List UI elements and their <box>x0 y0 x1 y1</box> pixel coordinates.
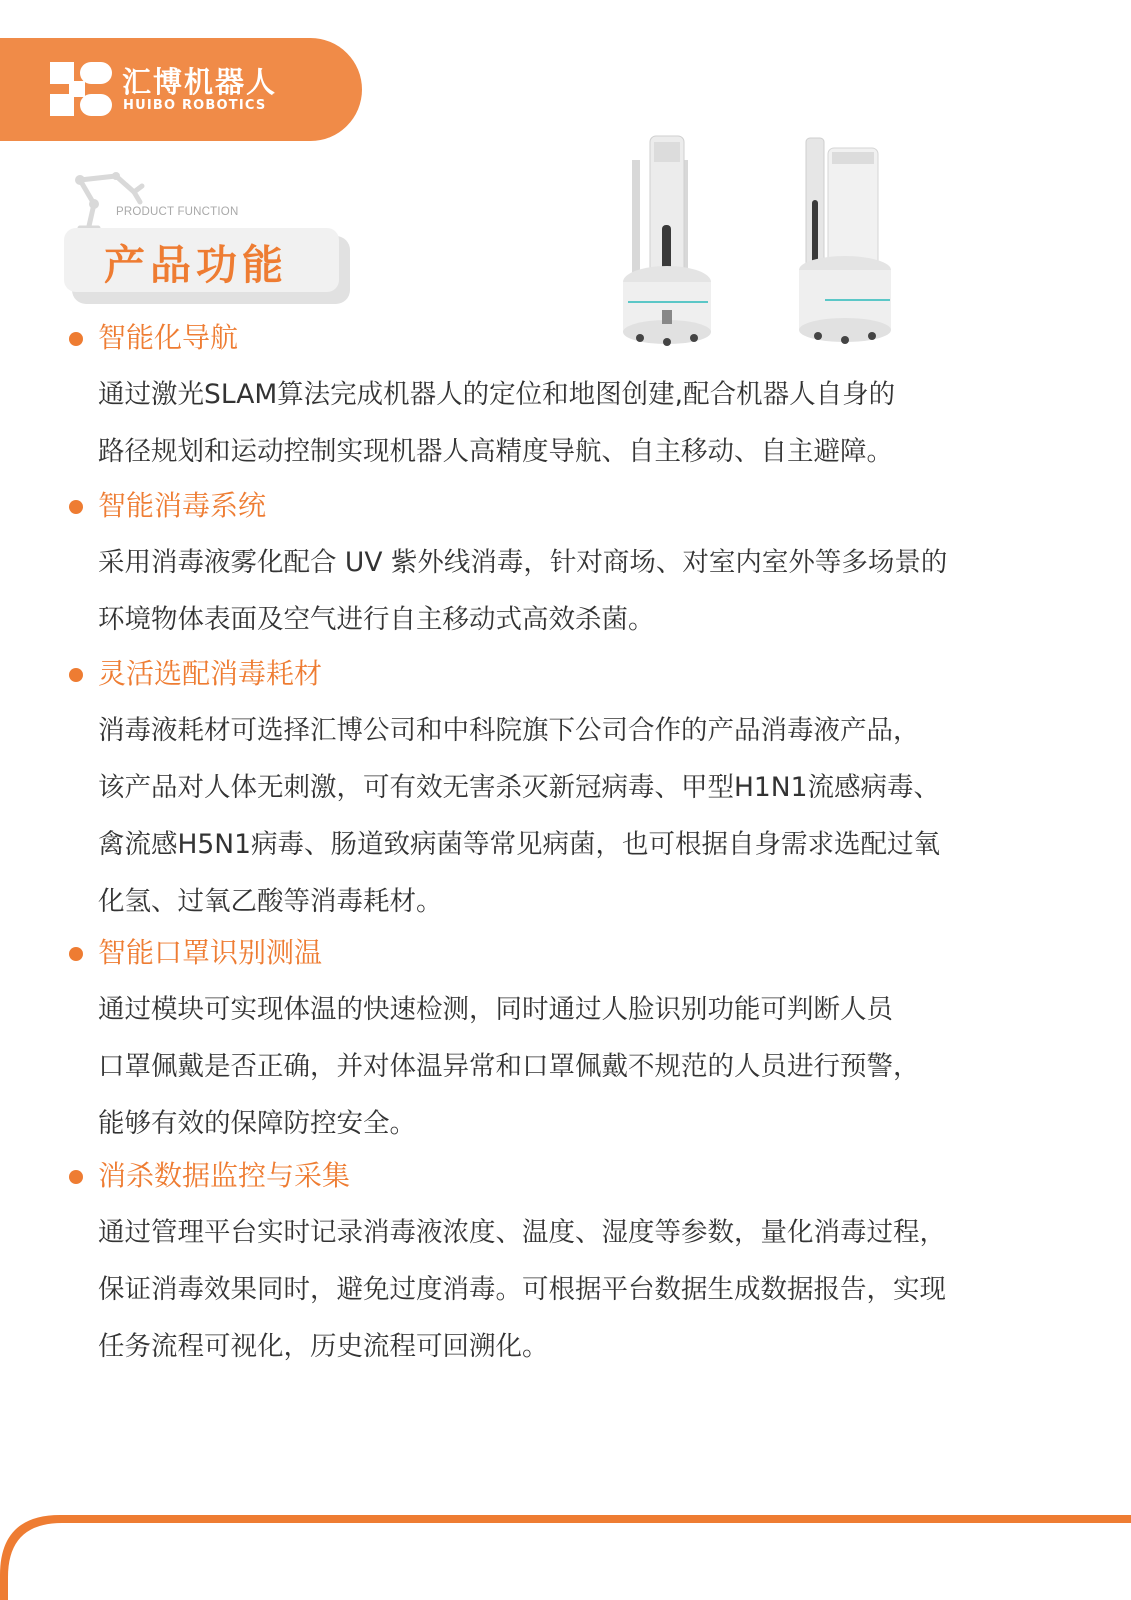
feature-line: 通过激光SLAM算法完成机器人的定位和地图创建,配合机器人自身的 <box>98 379 896 410</box>
feature-description <box>98 366 1038 480</box>
section-title: 产品功能 <box>104 241 288 289</box>
feature-line: 消毒液耗材可选择汇博公司和中科院旗下公司合作的产品消毒液产品， <box>98 715 920 746</box>
brand-banner <box>0 38 362 141</box>
brand-name-cn: 汇博机器人 <box>122 65 278 99</box>
huibo-logo-icon <box>50 62 112 116</box>
bullet-dot-icon <box>69 500 83 514</box>
footer-accent-curve <box>0 1515 1131 1600</box>
feature-title: 智能口罩识别测温 <box>98 936 323 969</box>
disinfection-robot-image <box>620 130 920 360</box>
feature-description <box>98 702 1038 930</box>
brand-name-en: HUIBO ROBOTICS <box>123 98 267 113</box>
feature-line: 通过管理平台实时记录消毒液浓度、温度、湿度等参数，量化消毒过程， <box>98 1217 946 1248</box>
robot-arm-icon <box>68 170 148 232</box>
feature-line: 化氢、过氧乙酸等消毒耗材。 <box>98 886 443 917</box>
feature-line: 保证消毒效果同时，避免过度消毒。可根据平台数据生成数据报告，实现 <box>98 1274 946 1305</box>
feature-description <box>98 534 1038 648</box>
feature-line: 通过模块可实现体温的快速检测，同时通过人脸识别功能可判断人员 <box>98 994 893 1025</box>
feature-title: 智能化导航 <box>98 321 239 354</box>
robot-side-view <box>799 138 891 344</box>
bullet-dot-icon <box>69 332 83 346</box>
bullet-dot-icon <box>69 947 83 961</box>
feature-title: 消杀数据监控与采集 <box>98 1159 351 1192</box>
robot-front-view <box>623 136 711 346</box>
feature-description <box>98 1204 1038 1375</box>
feature-line: 口罩佩戴是否正确，并对体温异常和口罩佩戴不规范的人员进行预警， <box>98 1051 920 1082</box>
section-subtitle: PRODUCT FUNCTION <box>116 206 239 218</box>
feature-line: 该产品对人体无刺激，可有效无害杀灭新冠病毒、甲型H1N1流感病毒、 <box>98 772 940 803</box>
feature-line: 环境物体表面及空气进行自主移动式高效杀菌。 <box>98 604 655 635</box>
feature-title: 灵活选配消毒耗材 <box>98 657 323 690</box>
feature-line: 任务流程可视化，历史流程可回溯化。 <box>98 1331 549 1362</box>
bullet-dot-icon <box>69 668 83 682</box>
feature-line: 能够有效的保障防控安全。 <box>98 1108 416 1139</box>
feature-line: 路径规划和运动控制实现机器人高精度导航、自主移动、自主避障。 <box>98 436 893 467</box>
bullet-dot-icon <box>69 1170 83 1184</box>
feature-title: 智能消毒系统 <box>98 489 267 522</box>
feature-line: 禽流感H5N1病毒、肠道致病菌等常见病菌，也可根据自身需求选配过氧 <box>98 829 940 860</box>
feature-description <box>98 981 1038 1152</box>
feature-line: 采用消毒液雾化配合 UV 紫外线消毒，针对商场、对室内室外等多场景的 <box>98 547 948 578</box>
